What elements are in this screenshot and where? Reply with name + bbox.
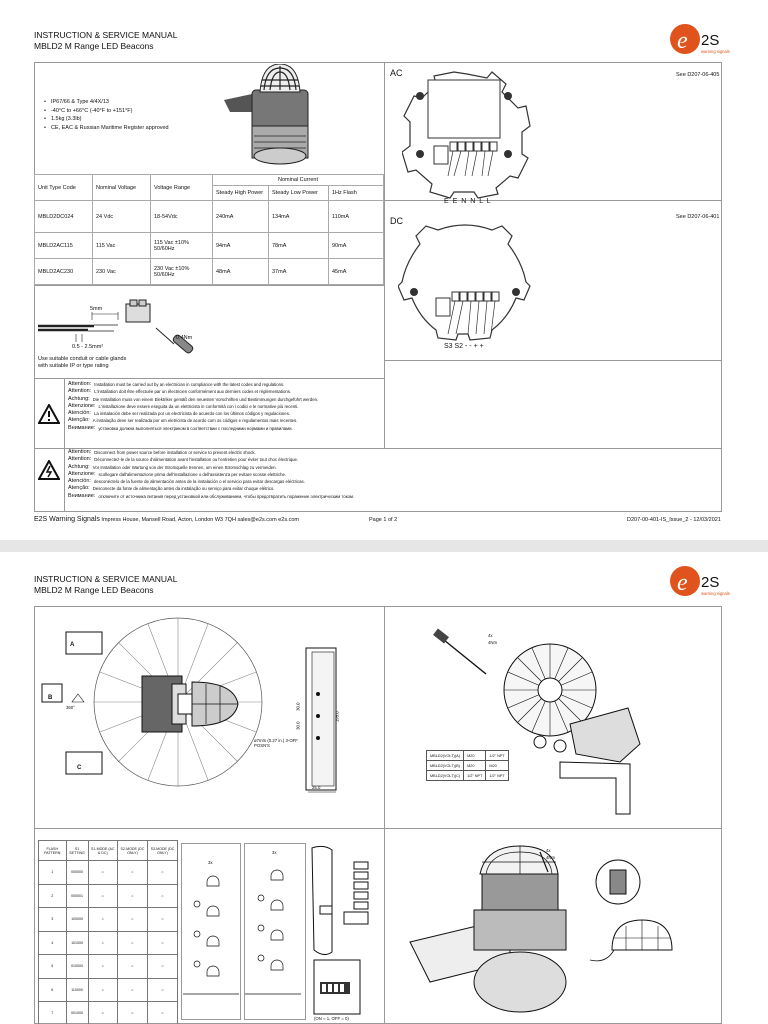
dc-title: DC	[390, 216, 403, 226]
col-current: Nominal Current	[213, 175, 384, 186]
cell-high: 94mA	[213, 233, 269, 259]
label-b: B	[48, 695, 53, 701]
col-flash: FLASH PATTERN	[39, 841, 67, 861]
thread-code: MBLD2(VOLT)(C)	[427, 771, 464, 781]
document-ref: D207-00-401-IS_Issue_2 - 12/03/2021	[627, 517, 721, 523]
svg-text:2S: 2S	[701, 32, 720, 49]
dc-reference: See D207-06-401	[676, 214, 720, 220]
cell-voltage: 230 Vac	[93, 259, 151, 285]
warning-line: Attention: Installation must be carried out by an electrician in compliance with the latest codes and regulations.	[68, 381, 285, 387]
label-c: C	[77, 765, 82, 771]
col-s1: S1 SETTING	[66, 841, 88, 861]
footer-brand: E2S Warning Signals	[34, 516, 100, 523]
warning-line: Attenzione: L'installazione deve essere eseguita da un elettricista in conformità con i codici e le normative più recenti.	[68, 402, 299, 409]
svg-text:warning signals: warning signals	[701, 49, 730, 54]
warning-line: Atenção: Desconecte da fonte de alimentação antes da instalação ou serviço para evitar choque elétrico.	[68, 485, 275, 492]
sub-low: Steady Low Power	[269, 186, 329, 201]
lens-torque: 4Nm	[546, 855, 556, 860]
cell-low: 37mA	[269, 259, 329, 285]
warning-line: Attention: L'installation doit être effectuée par un électricien conformément aux derniers codes et réglementations.	[68, 388, 292, 395]
lens-qty: 4x	[546, 848, 551, 853]
warning-line: Atenção: A instalação deve ser realizada por um eletricista de acordo com os códigos e regulamentos mais recentes.	[68, 417, 298, 424]
warnings-installation	[68, 381, 718, 432]
page1-subtitle: MBLD2 M Range LED Beacons	[34, 41, 154, 51]
terminal-torque: 0.4Nm	[176, 335, 193, 341]
dip-switch-diagram	[310, 842, 380, 1020]
beacon-illustration	[222, 64, 328, 170]
strip-length: 5mm	[90, 306, 103, 312]
feature-item: • IP67/66 & Type 4/4X/13	[44, 98, 169, 107]
warning-line: Внимание: отключите от источника питания перед установкой или обслуживанием, чтобы предотвратить поражение электрическим током.	[68, 492, 355, 499]
table-row	[427, 761, 509, 771]
warning-icon	[38, 404, 60, 424]
col-s2: S2-MODE (DC ONLY)	[117, 841, 147, 861]
thread-entry-2: 1/2" NPT	[486, 771, 508, 781]
dc-terminal-diagram	[398, 222, 532, 342]
warning-line: Atención: La instalación debe ser realizada por un electricista de acuerdo con los últimos códigos y regulaciones.	[68, 410, 291, 417]
svg-text:warning signals: warning signals	[701, 591, 730, 596]
warning-line: Attention: Déconnectez-le de la source d'alimentation avant l'installation ou l'entretien pour éviter tout choc électrique.	[68, 456, 299, 463]
col-ac: S1-MODE (AC & DC)	[88, 841, 117, 861]
feature-list	[44, 98, 169, 132]
wiring-note-2: with suitable IP or type rating	[38, 363, 109, 369]
thread-code: MBLD2(VOLT)(B)	[427, 761, 464, 771]
page2-subtitle: MBLD2 M Range LED Beacons	[34, 585, 154, 595]
cell-flash: 90mA	[329, 233, 384, 259]
cell-flash: 45mA	[329, 259, 384, 285]
electric-shock-icon	[38, 460, 60, 480]
ac-reference: See D207-06-405	[676, 72, 720, 78]
page1-footer	[34, 516, 299, 523]
table-row: 6 110000 ☼ ☼ ☼	[39, 978, 178, 1002]
thread-entry-1: M20	[464, 761, 486, 771]
e2s-logo	[668, 22, 732, 56]
e2s-logo-page2	[668, 564, 732, 598]
dc-terminal-labels: S3 S2 - - + +	[444, 343, 484, 350]
cell-code: MBLD2AC230	[35, 259, 93, 285]
page2-title: INSTRUCTION & SERVICE MANUAL	[34, 574, 178, 584]
wiring-illustration	[34, 290, 234, 360]
cell-range: 18-54Vdc	[151, 201, 213, 233]
thread-entry-1: M20	[464, 751, 486, 761]
sequence-count: 3x	[272, 850, 277, 855]
feature-item: • 1.5kg (3.3lb)	[44, 115, 169, 124]
sequence-count: 3x	[208, 860, 213, 865]
cell-code: MBLD2AC115	[35, 233, 93, 259]
sub-flash: 1Hz Flash	[329, 186, 384, 201]
table-row: 1 000000 ☼ ☼ ☼	[39, 861, 178, 885]
thread-entry-1: 1/2" NPT	[464, 771, 486, 781]
table-row	[35, 259, 384, 285]
thread-table	[426, 750, 509, 781]
label-a: A	[70, 642, 75, 648]
dim-depth: 25.0	[312, 785, 321, 790]
dim-spacing-1: 30.0	[295, 702, 301, 711]
cell-high: 240mA	[213, 201, 269, 233]
thread-entry-2: M20	[486, 761, 508, 771]
feature-item: • CE, EAC & Russian Maritime Register approved	[44, 124, 169, 133]
wiring-note-1: Use suitable conduit or cable glands	[38, 356, 127, 362]
cell-voltage: 115 Vac	[93, 233, 151, 259]
warnings-power	[68, 449, 718, 500]
ac-terminal-labels: E E N N L L	[444, 198, 492, 205]
page1-title: INSTRUCTION & SERVICE MANUAL	[34, 30, 178, 40]
ac-terminal-diagram	[402, 66, 532, 200]
feature-item: • -40°C to +66°C (-40°F to +151°F)	[44, 107, 169, 116]
on-off-legend: (ON = 1, OFF = 0)	[314, 1016, 349, 1021]
table-row: 4 101000 ☼ ☼ ☼	[39, 931, 178, 955]
table-row	[35, 233, 384, 259]
warning-line: Achtung: Die Installation muss von einem Elektriker gemäß den neuesten Vorschriften und Bestimmungen durchgeführt werden.	[68, 395, 319, 402]
warning-line: Внимание: установка должна выполняться электриком в соответствии с последними нормами и правилами.	[68, 424, 293, 431]
warning-line: Attenzione: scollegare dall'alimentazione prima dell'installazione o dell'assistenza per evitare scosse elettriche.	[68, 470, 287, 477]
col-voltage: Nominal Voltage	[93, 175, 151, 201]
table-row: 2 000001 ☼ ☼ ☼	[39, 884, 178, 908]
cell-flash: 110mA	[329, 201, 384, 233]
svg-text:2S: 2S	[701, 574, 720, 591]
svg-text:e: e	[677, 28, 688, 54]
ac-title: AC	[390, 68, 403, 78]
cell-range: 115 Vac ±10% 50/60Hz	[151, 233, 213, 259]
col-s3: S3-MODE (DC ONLY)	[147, 841, 177, 861]
table-row	[427, 751, 509, 761]
cell-low: 78mA	[269, 233, 329, 259]
hole-spec: ø7mm (0.27 in.) 3-OFF POSN'S	[254, 738, 298, 749]
table-row: 3 100000 ☼ ☼ ☼	[39, 908, 178, 932]
thread-code: MBLD2(VOLT)(A)	[427, 751, 464, 761]
table-row: 5 010000 ☼ ☼ ☼	[39, 955, 178, 979]
flash-sequence-icons	[183, 866, 303, 1016]
dim-height: 195.0	[334, 711, 340, 723]
mounting-diagram	[38, 612, 382, 824]
col-range: Voltage Range	[151, 175, 213, 201]
cable-entry-diagram	[390, 614, 720, 824]
rotation-angle: 360°	[66, 705, 75, 710]
cell-code: MBLD2DC024	[35, 201, 93, 233]
dim-spacing-2: 30.0	[295, 721, 301, 730]
current-table	[34, 174, 384, 285]
cell-range: 230 Vac ±10% 50/60Hz	[151, 259, 213, 285]
cable-size: 0.5 - 2.5mm²	[72, 344, 104, 350]
lens-removal-diagram	[390, 832, 720, 1022]
cell-voltage: 24 Vdc	[93, 201, 151, 233]
footer-address: Impress House, Mansell Road, Acton, London W3 7QH sales@e2s.com e2s.com	[101, 517, 299, 523]
flash-settings-table	[38, 840, 178, 1024]
col-unit: Unit Type Code	[35, 175, 93, 201]
warning-line: Atención: desconéctelo de la fuente de alimentación antes de la instalación o el servicio para evitar descargas eléctricas.	[68, 478, 305, 485]
cell-low: 134mA	[269, 201, 329, 233]
sub-high: Steady High Power	[213, 186, 269, 201]
warning-line: Attention: Disconnect from power source before installation or service to prevent electric shock.	[68, 449, 256, 455]
table-row	[35, 201, 384, 233]
svg-text:e: e	[677, 570, 688, 596]
cell-high: 48mA	[213, 259, 269, 285]
table-row: 7 001000 ☼ ☼ ☼	[39, 1002, 178, 1024]
page1-header	[34, 30, 177, 52]
page2-header	[34, 574, 177, 596]
entry-qty: 4x	[488, 633, 493, 638]
table-row	[427, 771, 509, 781]
page-number: Page 1 of 2	[369, 517, 398, 523]
thread-entry-2: 1/2" NPT	[486, 751, 508, 761]
entry-torque: 4Nm	[488, 640, 498, 645]
warning-line: Achtung: Vor Installation oder Wartung von der Stromquelle trennen, um einen Stromschlag zu vermeiden.	[68, 463, 277, 470]
